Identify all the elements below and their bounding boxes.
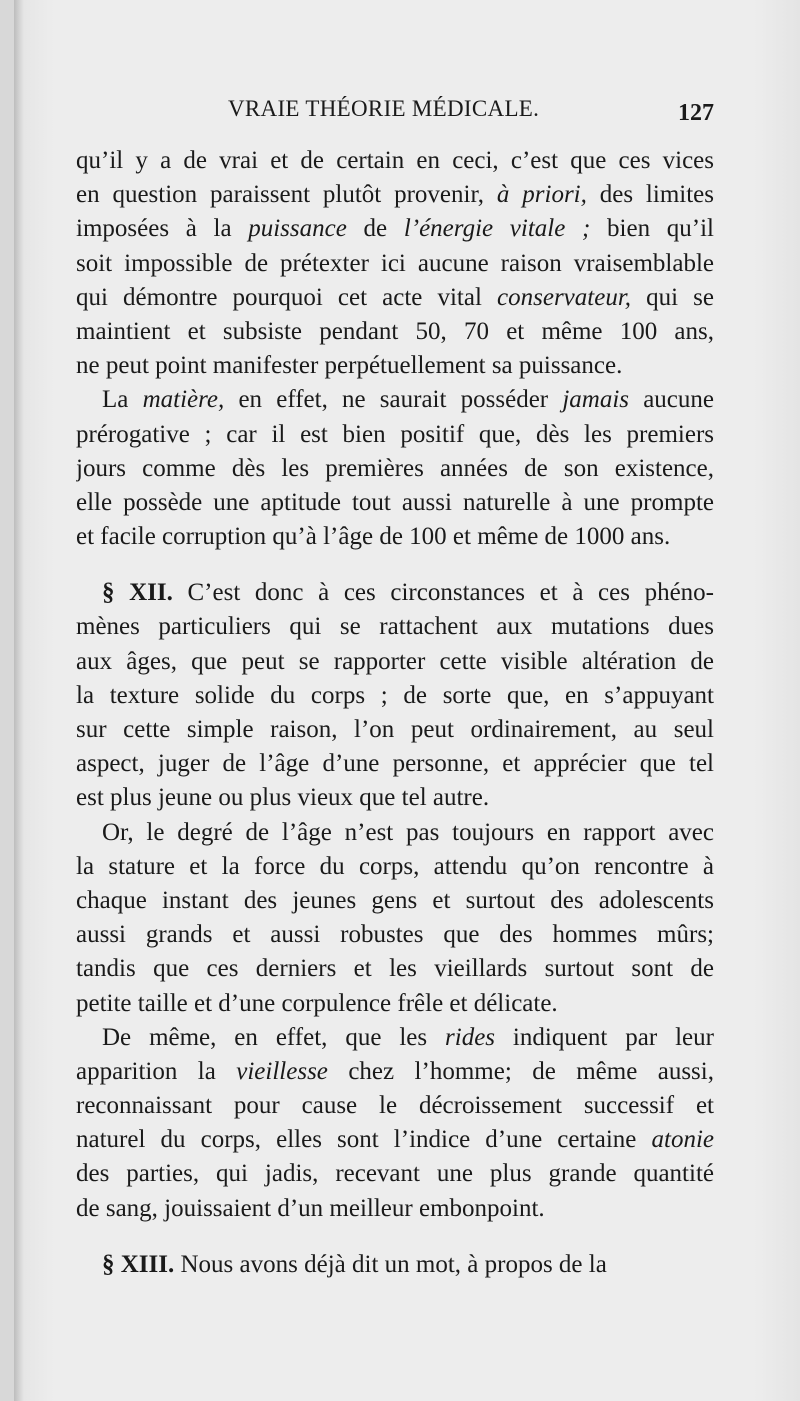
italic-text: à priori, [496,181,587,209]
text-line [76,1055,714,1089]
text-run: des parties, qui jadis, recevant une plus grande quantité [76,1160,714,1188]
paragraph [76,144,714,383]
text-line [76,679,714,713]
section-gap [76,554,714,576]
text-line [76,520,714,554]
text-line [76,315,714,349]
text-run: en effet, ne saurait posséder [224,386,563,414]
text-line [76,281,714,315]
text-run: en question paraissent plutôt provenir, [76,181,497,209]
text-run: aux âges, que peut se rapporter cette visible altération de [76,647,714,675]
italic-text: conservateur, [497,283,632,311]
text-run: qui se [631,283,714,311]
paragraph [76,816,714,1021]
text-line [76,918,714,952]
text-run: prérogative ; car il est bien positif que, dès les premiers [76,420,714,448]
text-run: des limites [586,181,714,209]
text-line [76,1157,714,1191]
text-run: aucune [629,386,714,414]
italic-text: atonie [651,1126,714,1154]
running-title: VRAIE THÉORIE MÉDICALE. [228,96,540,121]
text-run: indiquent par leur [495,1023,714,1051]
text-run: ne peut point manifester perpétuellement sa puissance. [76,352,623,380]
text-run: chez l’homme; de même aussi, [327,1057,714,1085]
text-line [76,1021,714,1055]
text-run: la stature et la force du corps, attendu qu’on rencontre à [76,852,714,880]
text-line [76,781,714,815]
text-line [76,1123,714,1157]
text-run: chaque instant des jeunes gens et surtout des adolescents [76,886,714,914]
text-run: et facile corruption qu’à l’âge de 100 et même de 1000 ans. [76,523,671,551]
body-text [76,144,714,1282]
text-line [76,713,714,747]
text-run: de [346,215,404,243]
text-line [76,178,714,212]
text-line [76,212,714,246]
text-run: aspect, juger de l’âge d’une personne, et apprécier que tel [76,750,714,778]
text-run: maintient et subsiste pendant 50, 70 et même 100 ans, [76,317,714,345]
section-gap [76,1226,714,1248]
page-number: 127 [678,100,714,126]
text-run: de sang, jouissaient d’un meilleur embonpoint. [76,1194,545,1222]
book-page [14,0,800,1401]
page-header [76,92,714,132]
text-line [76,884,714,918]
italic-text: l’énergie vitale ; [403,215,591,243]
italic-text: vieillesse [236,1057,328,1085]
text-line [76,1089,714,1123]
text-run: est plus jeune ou plus vieux que tel autre. [76,784,490,812]
text-run: Or, le degré de l’âge n’est pas toujours en rapport avec [102,818,714,846]
text-line [76,952,714,986]
paragraph [76,383,714,554]
text-run: C’est donc à ces circonstances et à ces phéno- [172,579,714,607]
text-line [76,645,714,679]
text-run: apparition la [76,1057,237,1085]
text-run: jours comme dès les premières années de son existence, [76,454,714,482]
italic-text: jamais [562,386,629,414]
text-line [76,349,714,383]
text-run: soit impossible de prétexter ici aucune raison vraisemblable [76,249,714,277]
text-line [76,383,714,417]
text-run: sur cette simple raison, l’on peut ordinairement, au seul [76,716,714,743]
text-run: qu’il y a de vrai et de certain en ceci, c’est que ces vices [76,147,714,174]
text-line [76,850,714,884]
text-line [76,452,714,486]
text-run: naturel du corps, elles sont l’indice d’une certaine [76,1126,652,1154]
paragraph [76,1021,714,1226]
text-run: aussi grands et aussi robustes que des hommes mûrs; [76,921,714,949]
text-line [76,747,714,781]
text-line [76,247,714,281]
text-line [76,1248,714,1282]
text-run: imposées à la [76,215,249,243]
text-run: qui démontre pourquoi cet acte vital [76,283,498,311]
text-line [76,1192,714,1226]
paragraph [76,1248,714,1282]
text-run: De même, en effet, que les [102,1023,446,1051]
text-line [76,486,714,520]
italic-text: matière, [142,386,225,414]
text-run: reconnaissant pour cause le décroissement successif et [76,1092,714,1120]
text-line [76,144,714,178]
text-line [76,816,714,850]
paragraph [76,576,714,815]
text-line [76,610,714,644]
text-line [76,418,714,452]
section-number: § XII. [102,579,173,607]
italic-text: rides [445,1023,496,1051]
text-run: petite taille et d’une corpulence frêle et délicate. [76,989,558,1017]
text-run: Nous avons déjà dit un mot, à propos de la [174,1250,607,1278]
section-number: § XIII. [102,1250,175,1278]
text-run: mènes particuliers qui se rattachent aux mutations dues [76,613,714,641]
text-run: La [102,386,143,414]
text-run: elle possède une aptitude tout aussi naturelle à une prompte [76,488,714,516]
text-run: bien qu’il [590,215,714,243]
text-run: la texture solide du corps ; de sorte que, en s’appuyant [76,681,714,709]
text-run: tandis que ces derniers et les vieillards surtout sont de [76,955,714,983]
text-line [76,987,714,1021]
italic-text: puissance [248,215,347,243]
text-line [76,576,714,610]
